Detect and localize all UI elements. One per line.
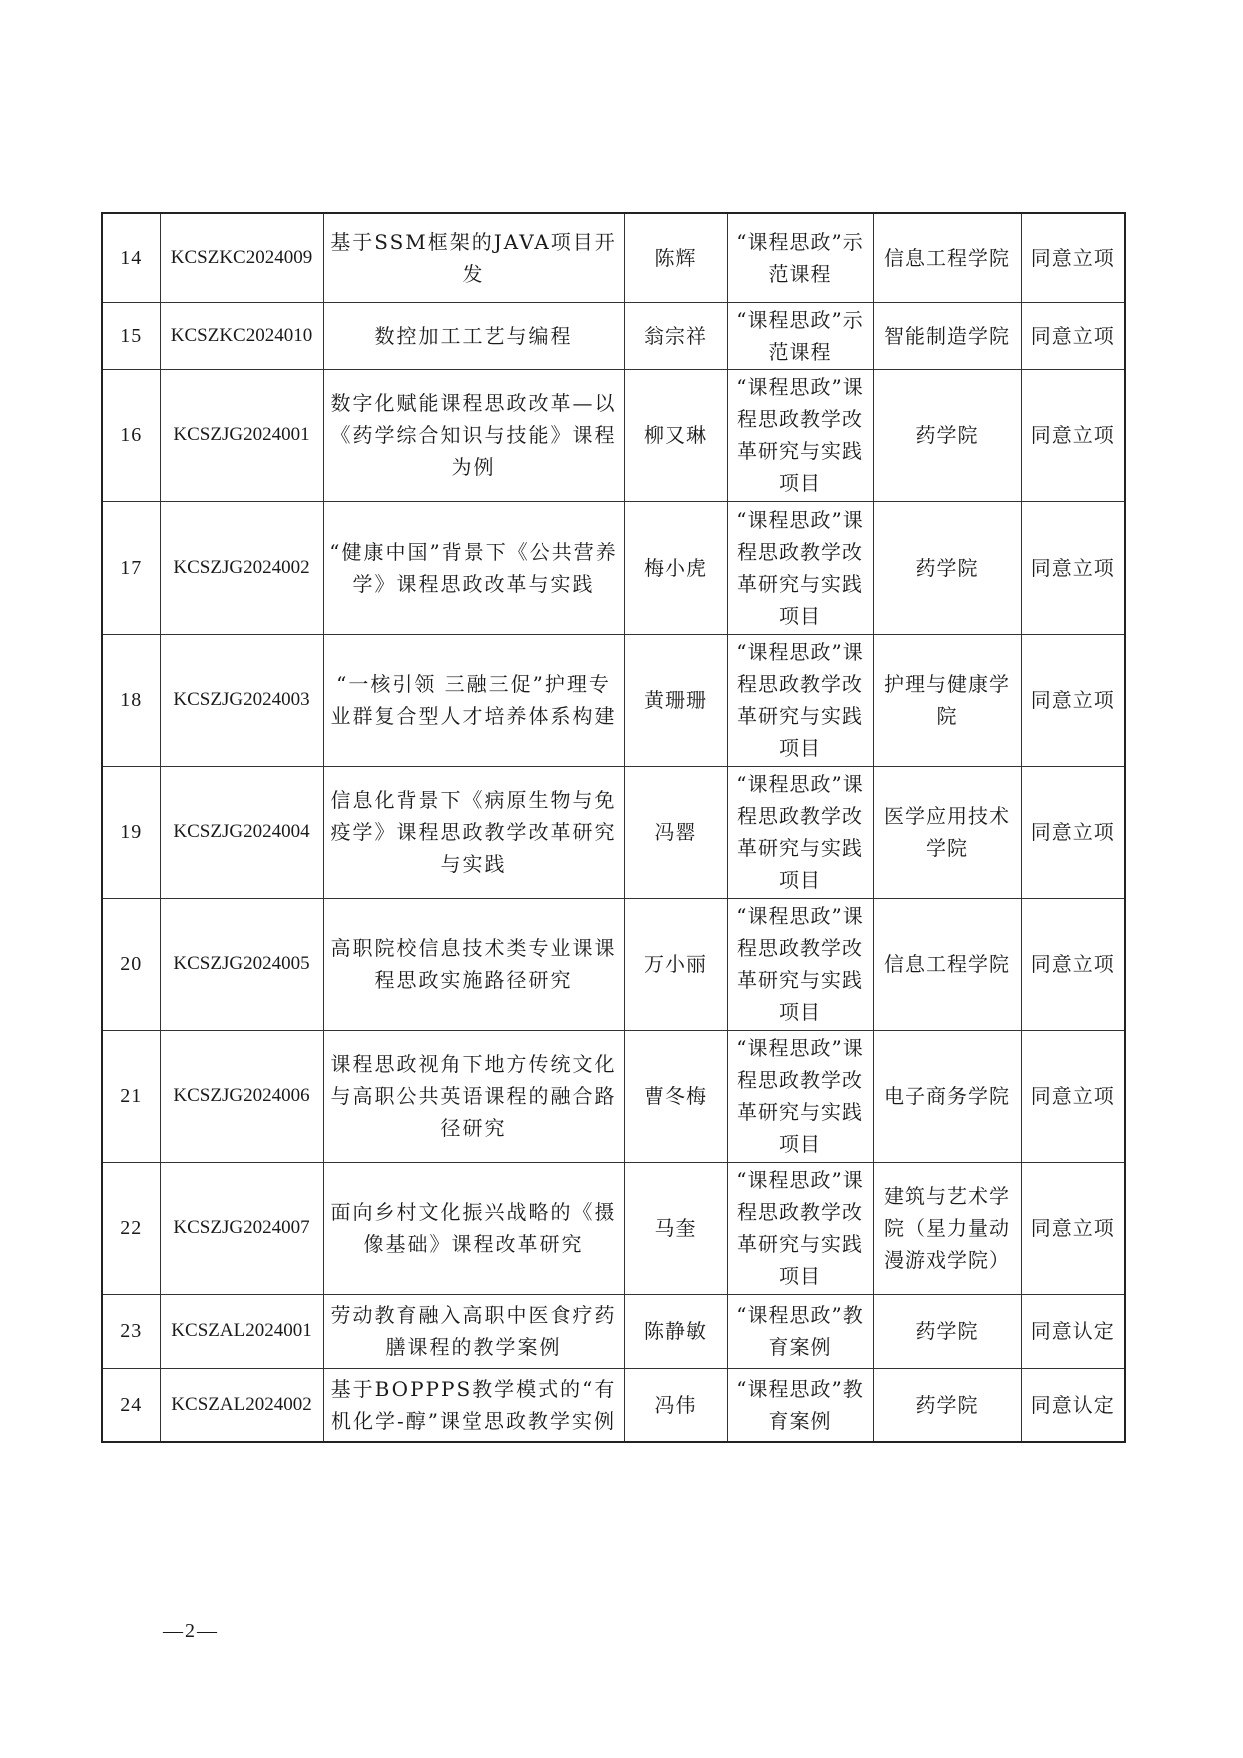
project-title: 数控加工工艺与编程 bbox=[323, 302, 624, 369]
project-leader: 柳又琳 bbox=[624, 369, 727, 501]
table-row bbox=[102, 501, 1125, 634]
project-code: KCSZAL2024002 bbox=[160, 1368, 323, 1442]
project-leader: 翁宗祥 bbox=[624, 302, 727, 369]
review-result: 同意立项 bbox=[1021, 302, 1125, 369]
project-title: “一核引领 三融三促”护理专业群复合型人才培养体系构建 bbox=[323, 634, 624, 766]
project-code: KCSZJG2024006 bbox=[160, 1030, 323, 1162]
project-title: 信息化背景下《病原生物与免疫学》课程思政教学改革研究与实践 bbox=[323, 766, 624, 898]
project-type: “课程思政”课程思政教学改革研究与实践项目 bbox=[727, 766, 873, 898]
review-result: 同意立项 bbox=[1021, 213, 1125, 302]
project-title: 基于BOPPPS教学模式的“有机化学-醇”课堂思政教学实例 bbox=[323, 1368, 624, 1442]
project-code: KCSZJG2024001 bbox=[160, 369, 323, 501]
row-number: 24 bbox=[102, 1368, 160, 1442]
table-row bbox=[102, 302, 1125, 369]
college: 药学院 bbox=[873, 1294, 1021, 1368]
row-number: 14 bbox=[102, 213, 160, 302]
table-row bbox=[102, 1368, 1125, 1442]
row-number: 15 bbox=[102, 302, 160, 369]
project-type: “课程思政”教育案例 bbox=[727, 1368, 873, 1442]
college: 护理与健康学院 bbox=[873, 634, 1021, 766]
college: 信息工程学院 bbox=[873, 898, 1021, 1030]
project-title: 基于SSM框架的JAVA项目开发 bbox=[323, 213, 624, 302]
project-type: “课程思政”示范课程 bbox=[727, 302, 873, 369]
project-leader: 陈辉 bbox=[624, 213, 727, 302]
project-title: 数字化赋能课程思政改革—以《药学综合知识与技能》课程为例 bbox=[323, 369, 624, 501]
project-code: KCSZJG2024007 bbox=[160, 1162, 323, 1294]
college: 电子商务学院 bbox=[873, 1030, 1021, 1162]
project-leader: 曹冬梅 bbox=[624, 1030, 727, 1162]
review-result: 同意立项 bbox=[1021, 898, 1125, 1030]
project-code: KCSZKC2024010 bbox=[160, 302, 323, 369]
project-type: “课程思政”课程思政教学改革研究与实践项目 bbox=[727, 1162, 873, 1294]
page-number: —2— bbox=[163, 1620, 219, 1642]
project-title: 劳动教育融入高职中医食疗药膳课程的教学案例 bbox=[323, 1294, 624, 1368]
project-code: KCSZKC2024009 bbox=[160, 213, 323, 302]
table-row bbox=[102, 369, 1125, 501]
project-code: KCSZJG2024005 bbox=[160, 898, 323, 1030]
college: 信息工程学院 bbox=[873, 213, 1021, 302]
row-number: 21 bbox=[102, 1030, 160, 1162]
table-row bbox=[102, 1030, 1125, 1162]
project-table bbox=[101, 212, 1126, 1443]
project-type: “课程思政”课程思政教学改革研究与实践项目 bbox=[727, 634, 873, 766]
college: 药学院 bbox=[873, 501, 1021, 634]
project-leader: 冯伟 bbox=[624, 1368, 727, 1442]
review-result: 同意立项 bbox=[1021, 766, 1125, 898]
project-code: KCSZAL2024001 bbox=[160, 1294, 323, 1368]
project-title: 面向乡村文化振兴战略的《摄像基础》课程改革研究 bbox=[323, 1162, 624, 1294]
review-result: 同意认定 bbox=[1021, 1368, 1125, 1442]
review-result: 同意立项 bbox=[1021, 634, 1125, 766]
college: 药学院 bbox=[873, 369, 1021, 501]
table-row bbox=[102, 1294, 1125, 1368]
review-result: 同意立项 bbox=[1021, 369, 1125, 501]
table-row bbox=[102, 634, 1125, 766]
review-result: 同意立项 bbox=[1021, 1030, 1125, 1162]
project-code: KCSZJG2024002 bbox=[160, 501, 323, 634]
project-type: “课程思政”课程思政教学改革研究与实践项目 bbox=[727, 369, 873, 501]
project-leader: 冯罂 bbox=[624, 766, 727, 898]
project-type: “课程思政”课程思政教学改革研究与实践项目 bbox=[727, 501, 873, 634]
project-title: 高职院校信息技术类专业课课程思政实施路径研究 bbox=[323, 898, 624, 1030]
project-code: KCSZJG2024004 bbox=[160, 766, 323, 898]
review-result: 同意立项 bbox=[1021, 1162, 1125, 1294]
project-type: “课程思政”教育案例 bbox=[727, 1294, 873, 1368]
college: 医学应用技术学院 bbox=[873, 766, 1021, 898]
review-result: 同意认定 bbox=[1021, 1294, 1125, 1368]
row-number: 16 bbox=[102, 369, 160, 501]
row-number: 20 bbox=[102, 898, 160, 1030]
project-type: “课程思政”课程思政教学改革研究与实践项目 bbox=[727, 1030, 873, 1162]
project-code: KCSZJG2024003 bbox=[160, 634, 323, 766]
row-number: 17 bbox=[102, 501, 160, 634]
college: 药学院 bbox=[873, 1368, 1021, 1442]
project-leader: 陈静敏 bbox=[624, 1294, 727, 1368]
project-title: “健康中国”背景下《公共营养学》课程思政改革与实践 bbox=[323, 501, 624, 634]
project-leader: 黄珊珊 bbox=[624, 634, 727, 766]
project-leader: 马奎 bbox=[624, 1162, 727, 1294]
table-row bbox=[102, 766, 1125, 898]
college: 智能制造学院 bbox=[873, 302, 1021, 369]
row-number: 19 bbox=[102, 766, 160, 898]
project-type: “课程思政”课程思政教学改革研究与实践项目 bbox=[727, 898, 873, 1030]
row-number: 23 bbox=[102, 1294, 160, 1368]
row-number: 18 bbox=[102, 634, 160, 766]
row-number: 22 bbox=[102, 1162, 160, 1294]
project-leader: 万小丽 bbox=[624, 898, 727, 1030]
project-title: 课程思政视角下地方传统文化与高职公共英语课程的融合路径研究 bbox=[323, 1030, 624, 1162]
college: 建筑与艺术学院（星力量动漫游戏学院） bbox=[873, 1162, 1021, 1294]
review-result: 同意立项 bbox=[1021, 501, 1125, 634]
project-type: “课程思政”示范课程 bbox=[727, 213, 873, 302]
table-row bbox=[102, 213, 1125, 302]
project-leader: 梅小虎 bbox=[624, 501, 727, 634]
table-row bbox=[102, 898, 1125, 1030]
table-row bbox=[102, 1162, 1125, 1294]
